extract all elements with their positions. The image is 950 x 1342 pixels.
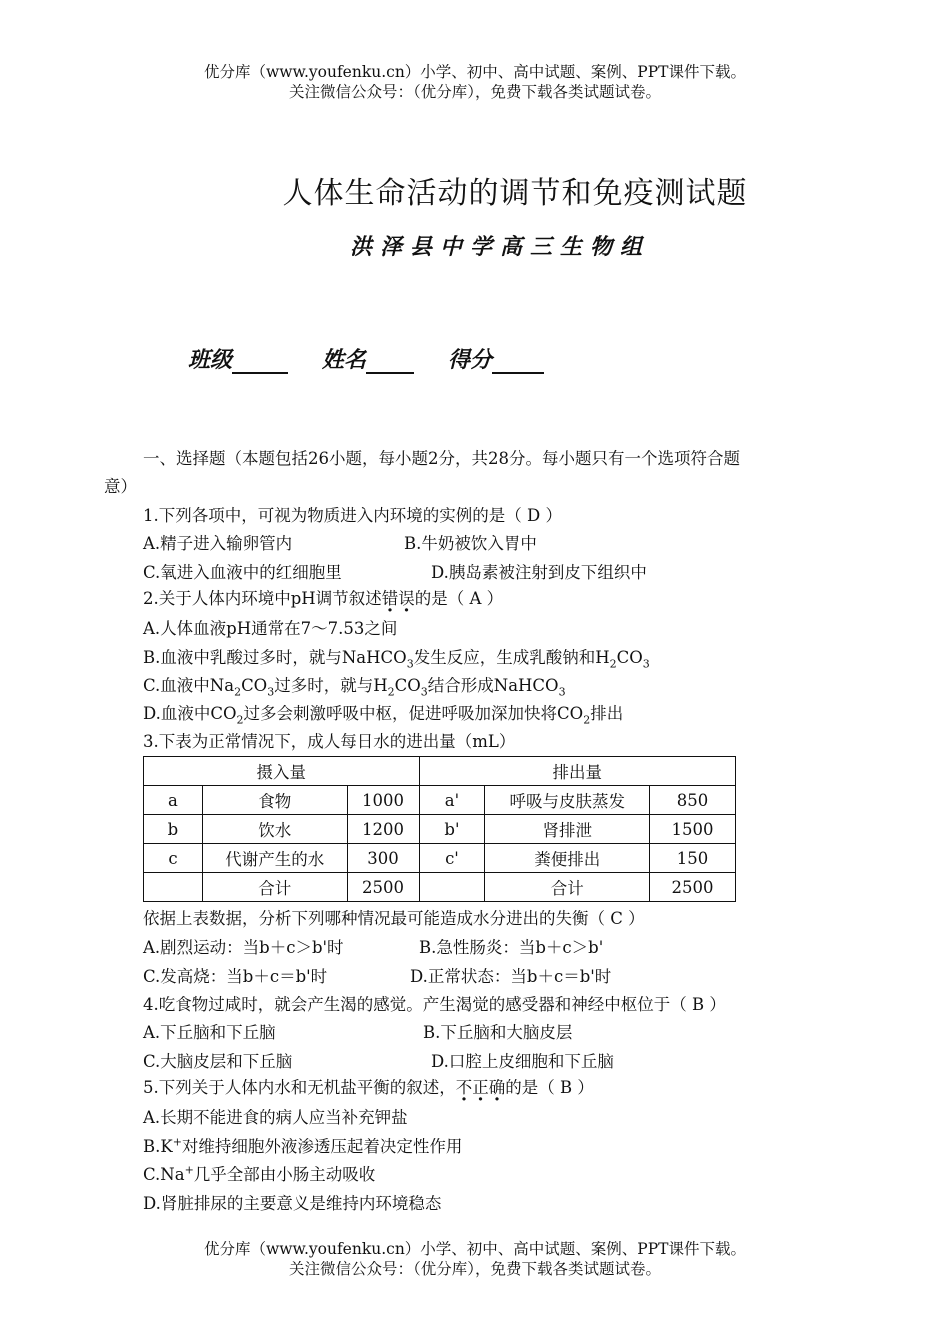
section-intro: 一、选择题（本题包括26小题，每小题2分，共28分。每小题只有一个选项符合题 — [143, 449, 740, 468]
table-cell: a' — [419, 786, 485, 815]
table-row — [144, 873, 736, 902]
footer-line-2: 关注微信公众号：（优分库），免费下载各类试题试卷。 — [288, 1260, 661, 1278]
page-footer — [0, 1239, 950, 1279]
intake-header: 摄入量 — [144, 757, 420, 786]
q5-option-c — [143, 1164, 375, 1186]
header-line-1: 优分库（www.youfenku.cn）小学、初中、高中试题、案例、PPT课件下载。 — [203, 63, 747, 81]
q3-option-c: C.发高烧：当b＋c＝b'时 — [143, 967, 328, 986]
q5-stem-text-a: 5.下列关于人体内水和无机盐平衡的叙述， — [143, 1078, 456, 1097]
table-cell: 2500 — [650, 873, 736, 902]
table-cell: 1000 — [347, 786, 419, 815]
q5-emphasis-1: 不 — [455, 1078, 473, 1097]
table-cell: 饮水 — [202, 815, 347, 844]
q1-stem: 1.下列各项中，可视为物质进入内环境的实例的是（ D ） — [143, 506, 562, 525]
table-cell: c — [144, 844, 203, 873]
q2-d-text: 排出 — [590, 704, 624, 723]
table-cell: 合计 — [202, 873, 347, 902]
table-cell: 300 — [347, 844, 419, 873]
q2-c-sub: 3 — [267, 685, 275, 699]
q2-c-text: CO — [241, 676, 268, 695]
table-row — [144, 786, 736, 815]
q4-option-a: A.下丘脑和下丘脑 — [143, 1023, 276, 1042]
q5-c-text: 几乎全部由小肠主动吸收 — [193, 1165, 376, 1184]
q5-emphasis-3: 确 — [488, 1078, 506, 1097]
q3-option-a: A.剧烈运动：当b＋c＞b'时 — [143, 938, 344, 957]
q2-b-text: 发生反应，生成乳酸钠和H — [413, 648, 610, 667]
page-header — [0, 62, 950, 102]
q3-option-d: D.正常状态：当b＋c＝b'时 — [410, 967, 612, 986]
q2-stem — [143, 588, 503, 610]
table-row — [144, 844, 736, 873]
q2-c-text: CO — [394, 676, 421, 695]
q2-d-sub: 2 — [583, 713, 591, 727]
q4-option-c: C.大脑皮层和下丘脑 — [143, 1052, 293, 1071]
name-blank[interactable] — [366, 350, 414, 374]
q2-c-sub: 2 — [387, 685, 395, 699]
q3-option-b: B.急性肠炎：当b＋c＞b' — [419, 938, 604, 957]
table-cell: 食物 — [202, 786, 347, 815]
q5-c-text: C.Na — [143, 1165, 185, 1184]
output-header: 排出量 — [419, 757, 735, 786]
q3-stem: 3.下表为正常情况下，成人每日水的进出量（mL） — [143, 732, 516, 751]
table-cell: 1200 — [347, 815, 419, 844]
q5-option-d: D.肾脏排尿的主要意义是维持内环境稳态 — [143, 1194, 442, 1213]
q1-option-c: C.氧进入血液中的红细胞里 — [143, 563, 342, 582]
q2-c-sub: 3 — [420, 685, 428, 699]
q2-c-sub: 3 — [558, 685, 566, 699]
q2-stem-text-b: 的是（ A ） — [414, 589, 504, 608]
q5-c-sup: + — [184, 1163, 194, 1177]
q2-d-text: 过多会刺激呼吸中枢，促进呼吸加深加快将CO — [243, 704, 584, 723]
table-cell: c' — [419, 844, 485, 873]
table-cell: 合计 — [485, 873, 650, 902]
score-blank[interactable] — [492, 350, 544, 374]
q5-emphasis-2: 正 — [472, 1078, 489, 1097]
q5-option-b — [143, 1136, 462, 1158]
q5-stem — [143, 1077, 594, 1099]
table-cell — [144, 873, 203, 902]
q3-question: 依据上表数据，分析下列哪种情况最可能造成水分进出的失衡（ C ） — [143, 909, 645, 928]
q2-d-sub: 2 — [236, 713, 244, 727]
score-label: 得分 — [448, 347, 493, 373]
q2-c-sub: 2 — [234, 685, 242, 699]
page-subtitle: 洪泽县中学高三生物组 — [349, 234, 650, 260]
q5-option-a: A.长期不能进食的病人应当补充钾盐 — [143, 1108, 408, 1127]
q4-stem: 4.吃食物过咸时，就会产生渴的感觉。产生渴觉的感受器和神经中枢位于（ B ） — [143, 995, 726, 1014]
student-info-fields — [188, 343, 578, 374]
table-cell: b — [144, 815, 203, 844]
table-cell: 呼吸与皮肤蒸发 — [485, 786, 650, 815]
q1-option-d: D.胰岛素被注射到皮下组织中 — [431, 563, 647, 582]
q2-c-text: C.血液中Na — [143, 676, 235, 695]
table-cell: 150 — [650, 844, 736, 873]
table-cell: 肾排泄 — [485, 815, 650, 844]
q2-c-text: 过多时，就与H — [274, 676, 388, 695]
q5-b-text: 对维持细胞外液渗透压起着决定性作用 — [181, 1137, 463, 1156]
class-label: 班级 — [188, 347, 233, 373]
q2-option-b — [143, 647, 650, 669]
q1-option-b: B.牛奶被饮入胃中 — [404, 534, 537, 553]
table-cell — [419, 873, 485, 902]
q2-option-d — [143, 703, 623, 725]
q2-b-sub: 3 — [406, 657, 414, 671]
q5-stem-text-b: 的是（ B ） — [505, 1078, 594, 1097]
table-cell: a — [144, 786, 203, 815]
table-row — [144, 815, 736, 844]
table-cell: 代谢产生的水 — [202, 844, 347, 873]
q5-b-sup: + — [172, 1135, 182, 1149]
page-title: 人体生命活动的调节和免疫测试题 — [282, 176, 748, 211]
q2-option-c — [143, 675, 566, 697]
q2-emphasis-1: 错 — [381, 589, 399, 608]
q4-option-d: D.口腔上皮细胞和下丘脑 — [431, 1052, 614, 1071]
footer-line-1: 优分库（www.youfenku.cn）小学、初中、高中试题、案例、PPT课件下载。 — [203, 1240, 747, 1258]
table-cell: 粪便排出 — [485, 844, 650, 873]
q5-b-text: B.K — [143, 1137, 173, 1156]
q2-c-text: 结合形成NaHCO — [427, 676, 559, 695]
table-header-row — [144, 757, 736, 786]
q2-emphasis-2: 误 — [398, 589, 415, 608]
water-balance-table — [143, 756, 736, 902]
q4-option-b: B.下丘脑和大脑皮层 — [423, 1023, 573, 1042]
q2-b-text: B.血液中乳酸过多时，就与NaHCO — [143, 648, 407, 667]
q2-d-text: D.血液中CO — [143, 704, 237, 723]
q2-b-sub: 2 — [609, 657, 617, 671]
header-line-2: 关注微信公众号：（优分库），免费下载各类试题试卷。 — [288, 83, 661, 101]
section-intro-cont: 意） — [104, 477, 137, 496]
table-cell: 1500 — [650, 815, 736, 844]
table-cell: 2500 — [347, 873, 419, 902]
q2-option-a: A.人体血液pH通常在7～7.53之间 — [143, 619, 398, 638]
class-blank[interactable] — [232, 350, 288, 374]
q2-b-text: CO — [616, 648, 643, 667]
q2-b-sub: 3 — [642, 657, 650, 671]
table-cell: 850 — [650, 786, 736, 815]
q2-stem-text-a: 2.关于人体内环境中pH调节叙述 — [143, 589, 382, 608]
q1-option-a: A.精子进入输卵管内 — [143, 534, 293, 553]
name-label: 姓名 — [322, 347, 367, 373]
table-cell: b' — [419, 815, 485, 844]
